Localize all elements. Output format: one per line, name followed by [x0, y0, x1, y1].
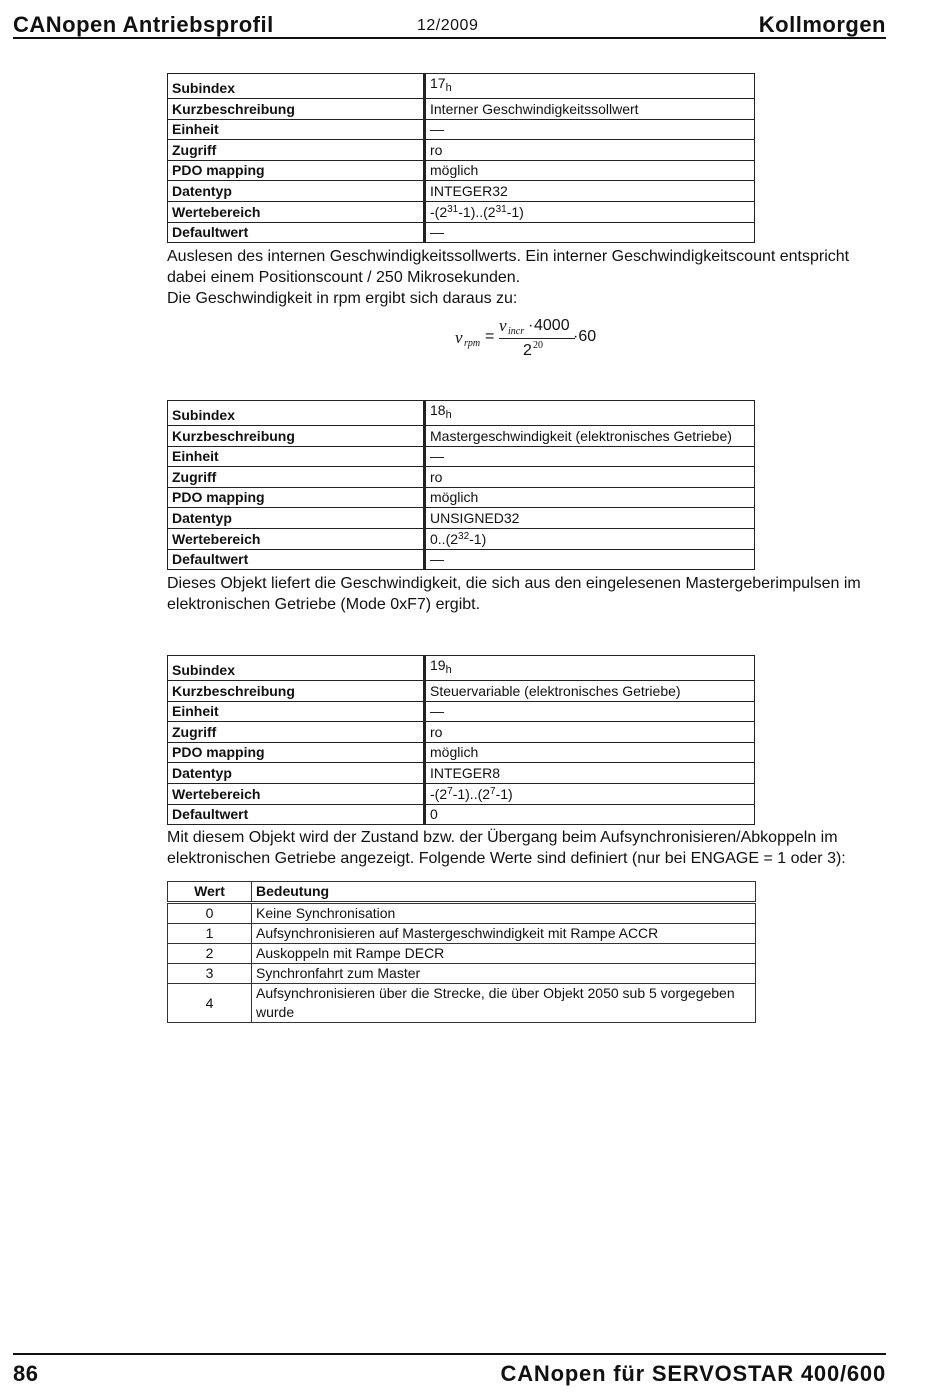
table-row [168, 508, 755, 529]
cell-bedeutung: Keine Synchronisation [252, 903, 756, 924]
label-einheit: Einheit [168, 119, 425, 140]
table-row [168, 742, 755, 763]
page-footer [13, 1353, 886, 1389]
paragraph-19h: Mit diesem Objekt wird der Zustand bzw. der Übergang beim Aufsynchronisieren/Abkoppeln im elektronischen Getriebe angezeigt. Folgende Werte sind definiert (nur bei ENGAGE = 1 oder 3): [167, 829, 846, 867]
table-row [168, 783, 755, 804]
value-einheit: — [425, 119, 755, 140]
value-kurzbeschreibung: Mastergeschwindigkeit (elektronisches Getriebe) [425, 426, 755, 447]
header-brand: Kollmorgen [758, 12, 886, 37]
column-header-wert: Wert [168, 882, 252, 903]
value-zugriff: ro [425, 140, 755, 161]
cell-bedeutung: Auskoppeln mit Rampe DECR [252, 944, 756, 964]
label-pdo: PDO mapping [168, 160, 425, 181]
label-einheit: Einheit [168, 446, 425, 467]
value-wertebereich: $-(2^{31}-1)..(2^{31}-1)$ [425, 201, 755, 222]
table-row [168, 701, 755, 722]
table-row [168, 984, 756, 1023]
cell-wert: 1 [168, 924, 252, 944]
label-pdo: PDO mapping [168, 742, 425, 763]
value-pdo: möglich [425, 742, 755, 763]
table-row [168, 181, 755, 202]
table-row [168, 446, 755, 467]
label-subindex: Subindex [168, 74, 425, 99]
table-row [168, 426, 755, 447]
value-datentyp: INTEGER8 [425, 763, 755, 784]
table-row [168, 74, 755, 99]
label-defaultwert: Defaultwert [168, 222, 425, 243]
table-row [168, 656, 755, 681]
label-zugriff: Zugriff [168, 467, 425, 488]
table-row [168, 804, 755, 825]
table-row [168, 944, 756, 964]
table-row [168, 201, 755, 222]
table-row [168, 467, 755, 488]
formula-vrpm: v rpm = v incr · 4000 2 20 ·60 [455, 316, 597, 359]
label-kurzbeschreibung: Kurzbeschreibung [168, 99, 425, 120]
table-row [168, 924, 756, 944]
label-wertebereich: Wertebereich [168, 783, 425, 804]
table-row [168, 681, 755, 702]
value-defaultwert: 0 [425, 804, 755, 825]
table-row [168, 99, 755, 120]
label-zugriff: Zugriff [168, 722, 425, 743]
value-meaning-table [167, 881, 756, 1023]
table-row [168, 222, 755, 243]
value-zugriff: ro [425, 467, 755, 488]
value-defaultwert: — [425, 549, 755, 570]
footer-title: CANopen für SERVOSTAR 400/600 [500, 1361, 886, 1386]
table-row [168, 160, 755, 181]
object-table-17h [167, 73, 755, 243]
label-kurzbeschreibung: Kurzbeschreibung [168, 426, 425, 447]
value-subindex: $17_h$ [425, 74, 755, 99]
cell-wert: 0 [168, 903, 252, 924]
label-zugriff: Zugriff [168, 140, 425, 161]
value-einheit: — [425, 701, 755, 722]
label-defaultwert: Defaultwert [168, 549, 425, 570]
value-subindex: $18_h$ [425, 401, 755, 426]
table-row [168, 722, 755, 743]
value-datentyp: UNSIGNED32 [425, 508, 755, 529]
label-subindex: Subindex [168, 401, 425, 426]
label-einheit: Einheit [168, 701, 425, 722]
value-einheit: — [425, 446, 755, 467]
value-pdo: möglich [425, 487, 755, 508]
label-wertebereich: Wertebereich [168, 528, 425, 549]
cell-wert: 4 [168, 984, 252, 1023]
value-zugriff: ro [425, 722, 755, 743]
label-datentyp: Datentyp [168, 508, 425, 529]
value-defaultwert: — [425, 222, 755, 243]
label-subindex: Subindex [168, 656, 425, 681]
value-kurzbeschreibung: Steuervariable (elektronisches Getriebe) [425, 681, 755, 702]
table-row [168, 964, 756, 984]
label-pdo: PDO mapping [168, 487, 425, 508]
table-row [168, 487, 755, 508]
value-datentyp: INTEGER32 [425, 181, 755, 202]
table-row [168, 549, 755, 570]
value-kurzbeschreibung: Interner Geschwindigkeitssollwert [425, 99, 755, 120]
table-row [168, 763, 755, 784]
table-row [168, 401, 755, 426]
cell-wert: 2 [168, 944, 252, 964]
value-pdo: möglich [425, 160, 755, 181]
paragraph-17h: Auslesen des internen Geschwindigkeitssollwerts. Ein interner Geschwindigkeitscount entspricht dabei einem Positionscount / 250 Mikrosekunden. Die Geschwindigkeit in rpm ergibt sich daraus zu: [167, 248, 850, 307]
column-header-bedeutung: Bedeutung [252, 882, 756, 903]
value-wertebereich: $0..(2^{32}-1)$ [425, 528, 755, 549]
label-datentyp: Datentyp [168, 763, 425, 784]
table-row [168, 140, 755, 161]
header-title: CANopen Antriebsprofil [13, 12, 274, 37]
object-table-18h [167, 400, 755, 570]
cell-wert: 3 [168, 964, 252, 984]
table-row [168, 119, 755, 140]
object-table-19h [167, 655, 755, 825]
label-wertebereich: Wertebereich [168, 201, 425, 222]
header-date: 12/2009 [417, 17, 479, 34]
cell-bedeutung: Aufsynchronisieren über die Strecke, die über Objekt 2050 sub 5 vorgegeben wurde [252, 984, 756, 1023]
paragraph-18h: Dieses Objekt liefert die Geschwindigkeit, die sich aus den eingelesenen Mastergeberimpulsen im elektronischen Getriebe (Mode 0xF7) ergibt. [167, 575, 861, 613]
label-kurzbeschreibung: Kurzbeschreibung [168, 681, 425, 702]
page-number: 86 [13, 1361, 39, 1386]
cell-bedeutung: Aufsynchronisieren auf Mastergeschwindigkeit mit Rampe ACCR [252, 924, 756, 944]
label-datentyp: Datentyp [168, 181, 425, 202]
label-defaultwert: Defaultwert [168, 804, 425, 825]
page-header [13, 12, 886, 39]
value-subindex: $19_h$ [425, 656, 755, 681]
table-row [168, 528, 755, 549]
table-row [168, 903, 756, 924]
cell-bedeutung: Synchronfahrt zum Master [252, 964, 756, 984]
value-wertebereich: $-(2^7-1)..(2^7-1)$ [425, 783, 755, 804]
table-header-row [168, 882, 756, 903]
